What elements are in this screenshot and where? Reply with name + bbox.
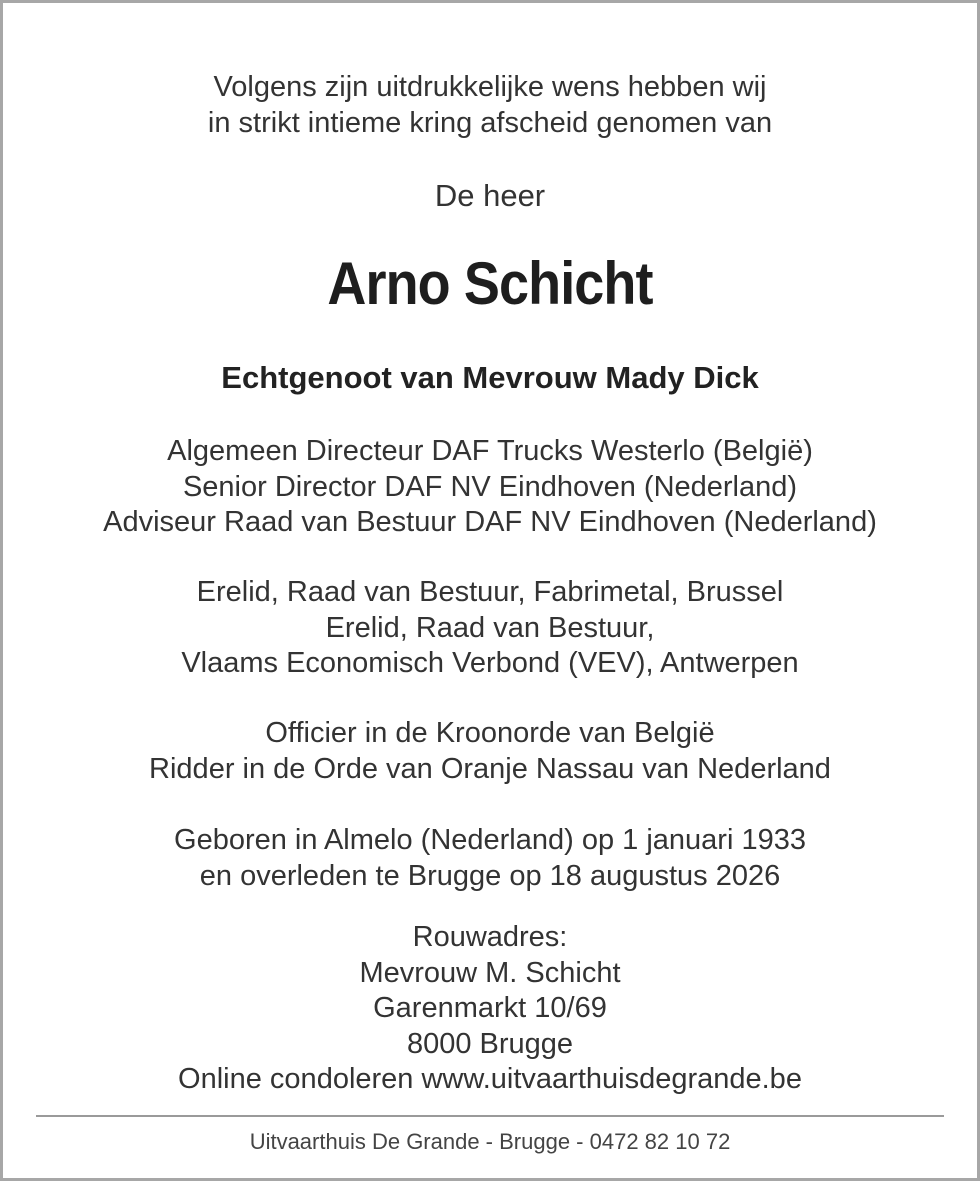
order-line: Ridder in de Orde van Oranje Nassau van Nederland	[149, 752, 831, 785]
address-line: Garenmarkt 10/69	[373, 992, 607, 1024]
order-line: Officier in de Kroonorde van België	[265, 717, 715, 749]
functions-block	[6, 434, 974, 541]
intro-line: Volgens zijn uitdrukkelijke wens hebben wij	[213, 71, 767, 103]
honorary-line: Erelid, Raad van Bestuur,	[325, 611, 655, 644]
address-line: Mevrouw M. Schicht	[359, 956, 621, 989]
address-heading: Rouwadres:	[412, 921, 568, 953]
birth-line: Geboren in Almelo (Nederland) op 1 januari 1933	[174, 824, 806, 856]
dates-block	[6, 823, 974, 894]
orders-block	[6, 716, 974, 787]
honorary-line: Erelid, Raad van Bestuur, Fabrimetal, Brussel	[196, 576, 784, 608]
honorary-line: Vlaams Economisch Verbond (VEV), Antwerpen	[181, 647, 799, 679]
intro-line: in strikt intieme kring afscheid genomen van	[207, 107, 773, 139]
spouse-line: Echtgenoot van Mevrouw Mady Dick	[221, 360, 759, 395]
salutation: De heer	[434, 178, 546, 213]
function-line: Adviseur Raad van Bestuur DAF NV Eindhoven (Nederland)	[103, 506, 877, 538]
funeral-home-footer: Uitvaarthuis De Grande - Brugge - 0472 82 10 72	[249, 1129, 731, 1154]
address-block	[6, 920, 974, 1098]
function-line: Algemeen Directeur DAF Trucks Westerlo (België)	[167, 435, 813, 467]
address-line: 8000 Brugge	[406, 1027, 574, 1060]
intro-text	[6, 69, 974, 141]
death-line: en overleden te Brugge op 18 augustus 2026	[199, 859, 781, 892]
footer-divider	[36, 1115, 944, 1117]
condolence-link[interactable]: Online condoleren www.uitvaarthuisdegrande.be	[178, 1063, 802, 1095]
deceased-name: Arno Schicht	[327, 250, 653, 317]
function-line: Senior Director DAF NV Eindhoven (Nederland)	[182, 470, 798, 503]
honorary-block	[6, 575, 974, 682]
